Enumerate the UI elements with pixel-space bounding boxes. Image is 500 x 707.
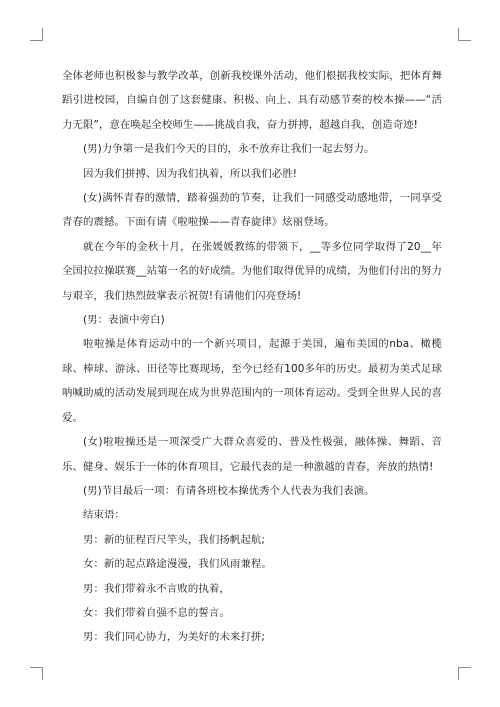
crop-mark-top-right xyxy=(458,28,471,41)
paragraph-closing-line-1: 男：新的征程百尺竿头，我们扬帆起航; xyxy=(83,533,265,546)
paragraph-cheerleading-history: 啦啦操是体育运动中的一个新兴项目，起源于美国，遍布美国的nba、橄榄球、棒球、游泳、田径等比赛现场，至今已经有100多年的历史。最初为美式足球呐喊助威的活动发展到现在成为世界范围内的一项体育运动。受到全世界人民的喜爱。 xyxy=(62,338,442,424)
paragraph-male-line: (男)力争第一是我们今天的目的，永不放弃让我们一起去努力。 xyxy=(83,143,375,156)
paragraph-award: 就在今年的金秋十月，在张媛媛教练的带领下，__等多位同学取得了20__年全国拉拉操联赛__站第一名的好成绩。为他们取得优异的成绩，为他们付出的努力与艰辛，我们热烈鼓掌表示祝贺!有请他们闪亮登场! xyxy=(62,240,442,302)
paragraph-closing-line-5: 男：我们同心协力，为美好的未来打拼; xyxy=(83,631,265,644)
paragraph-closing-line-4: 女：我们带着自强不息的誓言。 xyxy=(83,606,230,619)
paragraph-must-win: 因为我们拼搏、因为我们执着，所以我们必胜! xyxy=(83,167,298,180)
paragraph-narration-note: (男：表演中旁白) xyxy=(83,314,165,327)
paragraph-closing-line-3: 男：我们带着永不言败的执着， xyxy=(83,582,230,595)
crop-mark-bottom-left xyxy=(30,667,43,680)
paragraph-closing-line-2: 女：新的起点路途漫漫，我们风雨兼程。 xyxy=(83,558,272,571)
paragraph-closing-heading: 结束语： xyxy=(83,509,125,522)
paragraph-cheerleading-description: (女)啦啦操还是一项深受广大群众喜爱的、普及性极强，融体操、舞蹈、音乐、健身、娱乐于一体的体育项目，它最代表的是一种激越的青春，奔放的热情! xyxy=(62,436,442,473)
crop-mark-bottom-right xyxy=(458,667,471,680)
paragraph-final-item: (男)节目最后一项：有请各班校本操优秀个人代表为我们表演。 xyxy=(83,484,375,497)
crop-mark-top-left xyxy=(30,28,43,41)
document-body xyxy=(62,64,442,650)
paragraph-female-line: (女)满怀青春的激情，踏着强劲的节奏，让我们一同感受动感地带，一同享受青春的震撼。下面有请《啦啦操——青春旋律》炫丽登场。 xyxy=(62,192,442,229)
paragraph-intro: 全体老师也积极参与教学改革，创新我校课外活动，他们根据我校实际，把体育舞蹈引进校园，自编自创了这套健康、积极、向上、具有动感节奏的校本操——“活力无限”，意在唤起全校师生——挑战自我，奋力拼搏，超越自我，创造奇迹! xyxy=(62,70,442,131)
